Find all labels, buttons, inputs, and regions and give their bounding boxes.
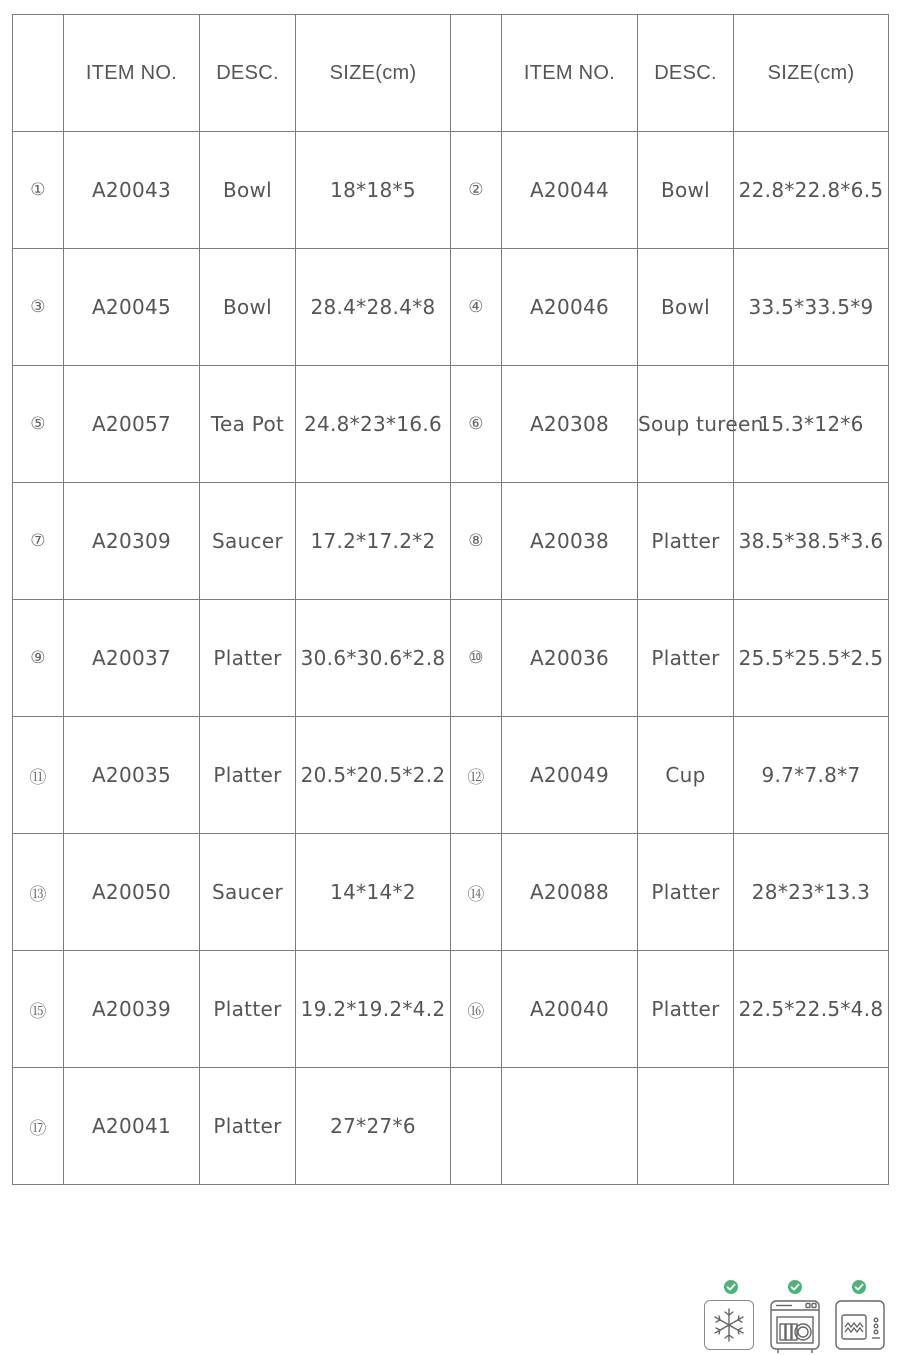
check-icon <box>852 1280 866 1294</box>
desc-cell: Saucer <box>200 483 296 600</box>
item-no-cell: A20308 <box>502 366 638 483</box>
item-no-cell: A20038 <box>502 483 638 600</box>
care-icons <box>704 1280 890 1355</box>
desc-cell: Bowl <box>638 132 734 249</box>
table-row <box>13 717 889 834</box>
item-number-cell <box>451 1068 502 1185</box>
item-no-cell <box>502 1068 638 1185</box>
desc-cell: Tea Pot <box>200 366 296 483</box>
item-number-cell: ⑤ <box>13 366 64 483</box>
header-size-left: SIZE(cm) <box>296 15 451 132</box>
header-item-no-left: ITEM NO. <box>64 15 200 132</box>
desc-cell: Platter <box>200 717 296 834</box>
table-row <box>13 483 889 600</box>
size-cell: 28*23*13.3 <box>734 834 889 951</box>
size-cell: 22.8*22.8*6.5 <box>734 132 889 249</box>
desc-cell: Platter <box>200 1068 296 1185</box>
desc-cell <box>638 1068 734 1185</box>
item-no-cell: A20043 <box>64 132 200 249</box>
size-cell: 18*18*5 <box>296 132 451 249</box>
item-number-cell: ⑰ <box>13 1068 64 1185</box>
item-no-cell: A20040 <box>502 951 638 1068</box>
header-number-left <box>13 15 64 132</box>
size-cell: 30.6*30.6*2.8 <box>296 600 451 717</box>
item-number-cell: ⑮ <box>13 951 64 1068</box>
item-no-cell: A20036 <box>502 600 638 717</box>
item-no-cell: A20044 <box>502 132 638 249</box>
item-number-cell: ⑯ <box>451 951 502 1068</box>
item-number-cell: ⑩ <box>451 600 502 717</box>
header-desc-left: DESC. <box>200 15 296 132</box>
table-row <box>13 1068 889 1185</box>
item-no-cell: A20039 <box>64 951 200 1068</box>
check-icon <box>788 1280 802 1294</box>
table-row <box>13 951 889 1068</box>
desc-cell: Platter <box>638 600 734 717</box>
header-row <box>13 15 889 132</box>
item-no-cell: A20045 <box>64 249 200 366</box>
size-cell: 15.3*12*6 <box>734 366 889 483</box>
item-number-cell: ⑦ <box>13 483 64 600</box>
desc-cell: Soup tureen <box>638 366 734 483</box>
table-row <box>13 366 889 483</box>
item-number-cell: ④ <box>451 249 502 366</box>
desc-cell: Platter <box>200 600 296 717</box>
item-number-cell: ⑨ <box>13 600 64 717</box>
size-cell: 25.5*25.5*2.5 <box>734 600 889 717</box>
item-number-cell: ⑪ <box>13 717 64 834</box>
desc-cell: Cup <box>638 717 734 834</box>
item-no-cell: A20050 <box>64 834 200 951</box>
header-size-right: SIZE(cm) <box>734 15 889 132</box>
item-no-cell: A20057 <box>64 366 200 483</box>
size-cell: 17.2*17.2*2 <box>296 483 451 600</box>
size-cell: 24.8*23*16.6 <box>296 366 451 483</box>
desc-cell: Bowl <box>200 249 296 366</box>
header-number-right <box>451 15 502 132</box>
item-no-cell: A20037 <box>64 600 200 717</box>
desc-cell: Platter <box>200 951 296 1068</box>
item-number-cell: ③ <box>13 249 64 366</box>
item-number-cell: ② <box>451 132 502 249</box>
desc-cell: Saucer <box>200 834 296 951</box>
item-number-cell: ⑧ <box>451 483 502 600</box>
item-number-cell: ① <box>13 132 64 249</box>
table-row <box>13 249 889 366</box>
table-row <box>13 600 889 717</box>
header-desc-right: DESC. <box>638 15 734 132</box>
size-cell: 28.4*28.4*8 <box>296 249 451 366</box>
desc-cell: Bowl <box>200 132 296 249</box>
desc-cell: Platter <box>638 951 734 1068</box>
dishwasher-safe-icon <box>770 1300 822 1352</box>
size-cell: 27*27*6 <box>296 1068 451 1185</box>
check-icon <box>724 1280 738 1294</box>
item-no-cell: A20088 <box>502 834 638 951</box>
size-cell: 9.7*7.8*7 <box>734 717 889 834</box>
size-cell: 19.2*19.2*4.2 <box>296 951 451 1068</box>
table-row <box>13 132 889 249</box>
size-cell: 20.5*20.5*2.2 <box>296 717 451 834</box>
item-no-cell: A20046 <box>502 249 638 366</box>
size-cell: 14*14*2 <box>296 834 451 951</box>
size-cell: 33.5*33.5*9 <box>734 249 889 366</box>
item-number-cell: ⑫ <box>451 717 502 834</box>
product-size-table <box>12 14 889 1185</box>
size-cell: 38.5*38.5*3.6 <box>734 483 889 600</box>
microwave-safe-icon <box>835 1300 887 1352</box>
item-number-cell: ⑭ <box>451 834 502 951</box>
size-cell: 22.5*22.5*4.8 <box>734 951 889 1068</box>
desc-cell: Platter <box>638 483 734 600</box>
item-no-cell: A20041 <box>64 1068 200 1185</box>
item-no-cell: A20035 <box>64 717 200 834</box>
item-no-cell: A20049 <box>502 717 638 834</box>
table-row <box>13 834 889 951</box>
size-cell <box>734 1068 889 1185</box>
desc-cell: Bowl <box>638 249 734 366</box>
item-number-cell: ⑥ <box>451 366 502 483</box>
desc-cell: Platter <box>638 834 734 951</box>
item-no-cell: A20309 <box>64 483 200 600</box>
header-item-no-right: ITEM NO. <box>502 15 638 132</box>
freezer-safe-icon <box>704 1300 756 1352</box>
item-number-cell: ⑬ <box>13 834 64 951</box>
